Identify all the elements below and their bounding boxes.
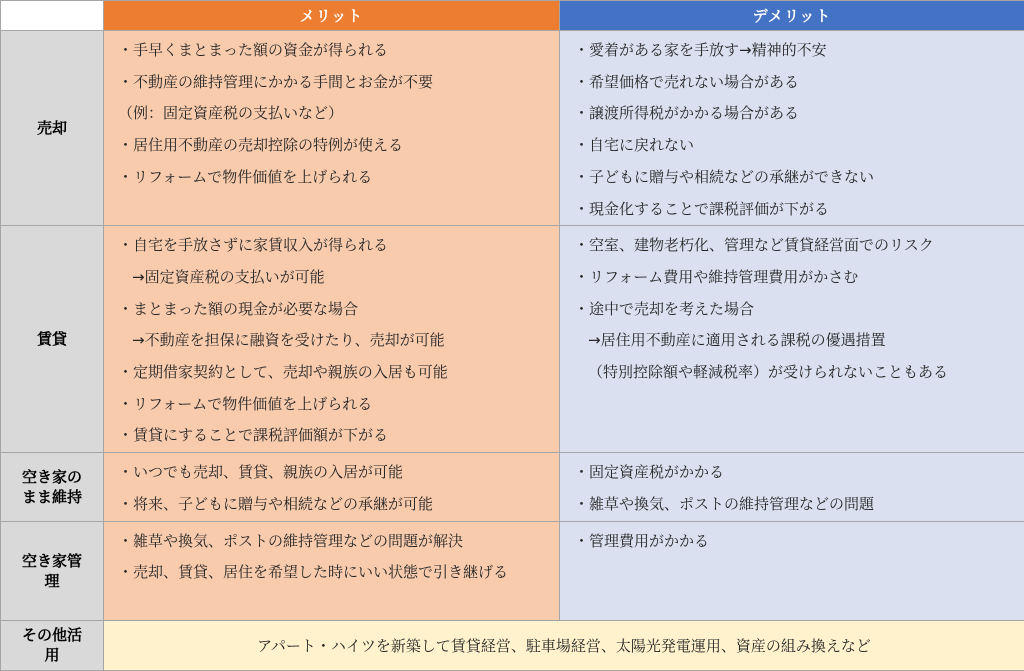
demerit-item: ・自宅に戻れない [574, 130, 1024, 162]
keep-vacant-demerits [560, 453, 1024, 521]
corner-cell [1, 1, 104, 31]
merit-item: ・自宅を手放さずに家賃収入が得られる [118, 230, 559, 262]
rent-merits [104, 226, 560, 453]
row-sell [1, 31, 1024, 226]
row-label-line: まま維持 [1, 487, 103, 507]
row-other-use [1, 620, 1024, 670]
merit-item: ・居住用不動産の売却控除の特例が使える [118, 130, 559, 162]
demerit-item: →居住用不動産に適用される課税の優遇措置 [574, 325, 1024, 357]
demerit-item: ・リフォーム費用や維持管理費用がかさむ [574, 262, 1024, 294]
demerit-item: （特別控除額や軽減税率）が受けられないこともある [574, 357, 1024, 389]
row-label-vacant-management [1, 521, 104, 620]
merit-item: ・賃貸にすることで課税評価額が下がる [118, 420, 559, 452]
merit-item: ・まとまった額の現金が必要な場合 [118, 294, 559, 326]
demerit-item: ・現金化することで課税評価が下がる [574, 194, 1024, 226]
merit-item: ・リフォームで物件価値を上げられる [118, 162, 559, 194]
demerit-item: ・空室、建物老朽化、管理など賃貸経営面でのリスク [574, 230, 1024, 262]
row-label-line: その他活 [1, 625, 103, 645]
merit-item: ・リフォームで物件価値を上げられる [118, 389, 559, 421]
demerit-item: ・愛着がある家を手放す→精神的不安 [574, 35, 1024, 67]
row-label-sell: 売却 [1, 31, 104, 226]
merit-item: ・手早くまとまった額の資金が得られる [118, 35, 559, 67]
merit-item: ・いつでも売却、賃貸、親族の入居が可能 [118, 457, 559, 489]
demerit-header: デメリット [560, 1, 1024, 31]
header-row [1, 1, 1024, 31]
merit-item: →不動産を担保に融資を受けたり、売却が可能 [118, 325, 559, 357]
sell-demerits [560, 31, 1024, 226]
row-label-line: 用 [1, 645, 103, 665]
demerit-item: ・譲渡所得税がかかる場合がある [574, 98, 1024, 130]
merit-item: →固定資産税の支払いが可能 [118, 262, 559, 294]
row-rent [1, 226, 1024, 453]
row-label-line: 空き家管 [1, 551, 103, 571]
merit-item: （例：固定資産税の支払いなど） [118, 98, 559, 130]
demerit-item: ・管理費用がかかる [574, 526, 1024, 558]
merit-item: ・雑草や換気、ポストの維持管理などの問題が解決 [118, 526, 559, 558]
sell-merits [104, 31, 560, 226]
row-label-line: 空き家の [1, 467, 103, 487]
keep-vacant-merits [104, 453, 560, 521]
vacant-management-demerits [560, 521, 1024, 620]
demerit-item: ・子どもに贈与や相続などの承継ができない [574, 162, 1024, 194]
row-label-rent: 賃貸 [1, 226, 104, 453]
merit-item: ・売却、賃貸、居住を希望した時にいい状態で引き継げる [118, 557, 559, 589]
rent-demerits [560, 226, 1024, 453]
merit-item: ・将来、子どもに贈与や相続などの承継が可能 [118, 489, 559, 521]
demerit-item: ・途中で売却を考えた場合 [574, 294, 1024, 326]
demerit-item: ・希望価格で売れない場合がある [574, 67, 1024, 99]
other-use-text: アパート・ハイツを新築して賃貸経営、駐車場経営、太陽光発電運用、資産の組み換えなど [104, 620, 1024, 670]
demerit-item: ・固定資産税がかかる [574, 457, 1024, 489]
row-keep-vacant [1, 453, 1024, 521]
vacant-management-merits [104, 521, 560, 620]
row-label-keep-vacant [1, 453, 104, 521]
merit-item: ・定期借家契約として、売却や親族の入居も可能 [118, 357, 559, 389]
row-vacant-management [1, 521, 1024, 620]
demerit-item: ・雑草や換気、ポストの維持管理などの問題 [574, 489, 1024, 521]
row-label-line: 理 [1, 571, 103, 591]
merit-header: メリット [104, 1, 560, 31]
row-label-other-use [1, 620, 104, 670]
merit-item: ・不動産の維持管理にかかる手間とお金が不要 [118, 67, 559, 99]
